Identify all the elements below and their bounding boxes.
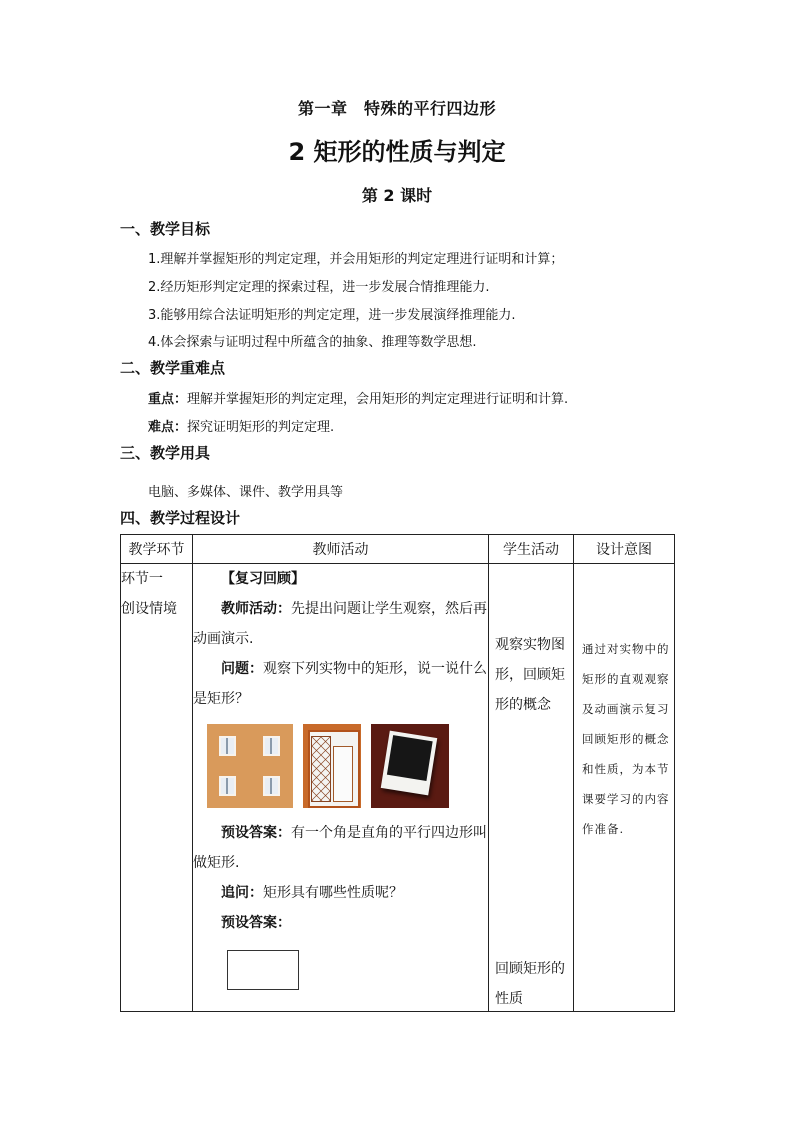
rectangle-figure [227, 950, 299, 990]
section-heading-tools: 三、教学用具 [120, 444, 211, 462]
lesson-title: 2 矩形的性质与判定 [288, 138, 506, 166]
key-point-text: 理解并掌握矩形的判定定理，会用矩形的判定定理进行证明和计算. [187, 392, 569, 407]
stage-cell [121, 564, 193, 1012]
difficult-point [148, 416, 334, 435]
difficult-point-text: 探究证明矩形的判定定理. [187, 420, 335, 435]
goal-item: 2.经历矩形判定定理的探索过程，进一步发展合情推理能力. [148, 280, 490, 295]
student-activity-cell [489, 564, 574, 1012]
goal-item: 4.体会探索与证明过程中所蕴含的抽象、推理等数学思想. [148, 335, 477, 350]
teacher-activity-label: 教师活动： [221, 601, 291, 617]
period-title: 第 2 课时 [361, 186, 433, 205]
student-activity-observe: 观察实物图形，回顾矩形的概念 [495, 637, 565, 713]
photo-frame-image [371, 724, 449, 808]
column-header: 设计意图 [574, 535, 675, 564]
process-table [120, 534, 675, 1012]
section-heading-process: 四、教学过程设计 [120, 509, 241, 527]
column-header: 教师活动 [193, 535, 489, 564]
question-label: 问题： [221, 661, 263, 677]
chapter-title: 第一章 特殊的平行四边形 [297, 99, 496, 118]
student-activity-properties: 回顾矩形的性质 [495, 961, 565, 1007]
preset-answer-2-label: 预设答案： [221, 915, 291, 931]
review-title: 【复习回顾】 [221, 571, 305, 587]
preset-answer-label: 预设答案： [221, 825, 291, 841]
example-photos [207, 724, 488, 808]
teacher-activity [193, 594, 488, 654]
question [193, 654, 488, 714]
teacher-activity-cell [193, 564, 489, 1012]
design-intent-cell [574, 564, 675, 1012]
preset-answer-text: 有一个角是直角的平行四边形叫做矩形. [193, 825, 487, 871]
column-header: 教学环节 [121, 535, 193, 564]
building-windows-image [207, 724, 293, 808]
goal-item: 1.理解并掌握矩形的判定定理，并会用矩形的判定定理进行证明和计算； [148, 252, 564, 267]
key-point-label: 重点： [148, 392, 188, 407]
stage-name: 创设情境 [121, 601, 177, 617]
follow-up-label: 追问： [221, 885, 263, 901]
column-header: 学生活动 [489, 535, 574, 564]
difficult-point-label: 难点： [148, 420, 188, 435]
section-heading-keypoints: 二、教学重难点 [120, 359, 226, 377]
tools-text: 电脑、多媒体、课件、教学用具等 [148, 485, 344, 500]
question-text: 观察下列实物中的矩形，说一说什么是矩形？ [193, 661, 487, 707]
goal-item: 3.能够用综合法证明矩形的判定定理，进一步发展演绎推理能力. [148, 308, 516, 323]
preset-answer [193, 818, 488, 878]
design-intent-text: 通过对实物中的矩形的直观观察及动画演示复习回顾矩形的概念和性质，为本节课要学习的内容作准备. [582, 642, 670, 836]
key-point [148, 388, 568, 407]
follow-up-text: 矩形具有哪些性质呢？ [263, 885, 403, 901]
follow-up-question [193, 878, 488, 908]
section-heading-goals: 一、教学目标 [120, 220, 211, 238]
stage-label: 环节一 [121, 571, 163, 587]
table-row [121, 564, 675, 1012]
teacher-activity-text: 先提出问题让学生观察，然后再动画演示. [193, 601, 487, 647]
door-image [303, 724, 361, 808]
table-header-row [121, 535, 675, 564]
